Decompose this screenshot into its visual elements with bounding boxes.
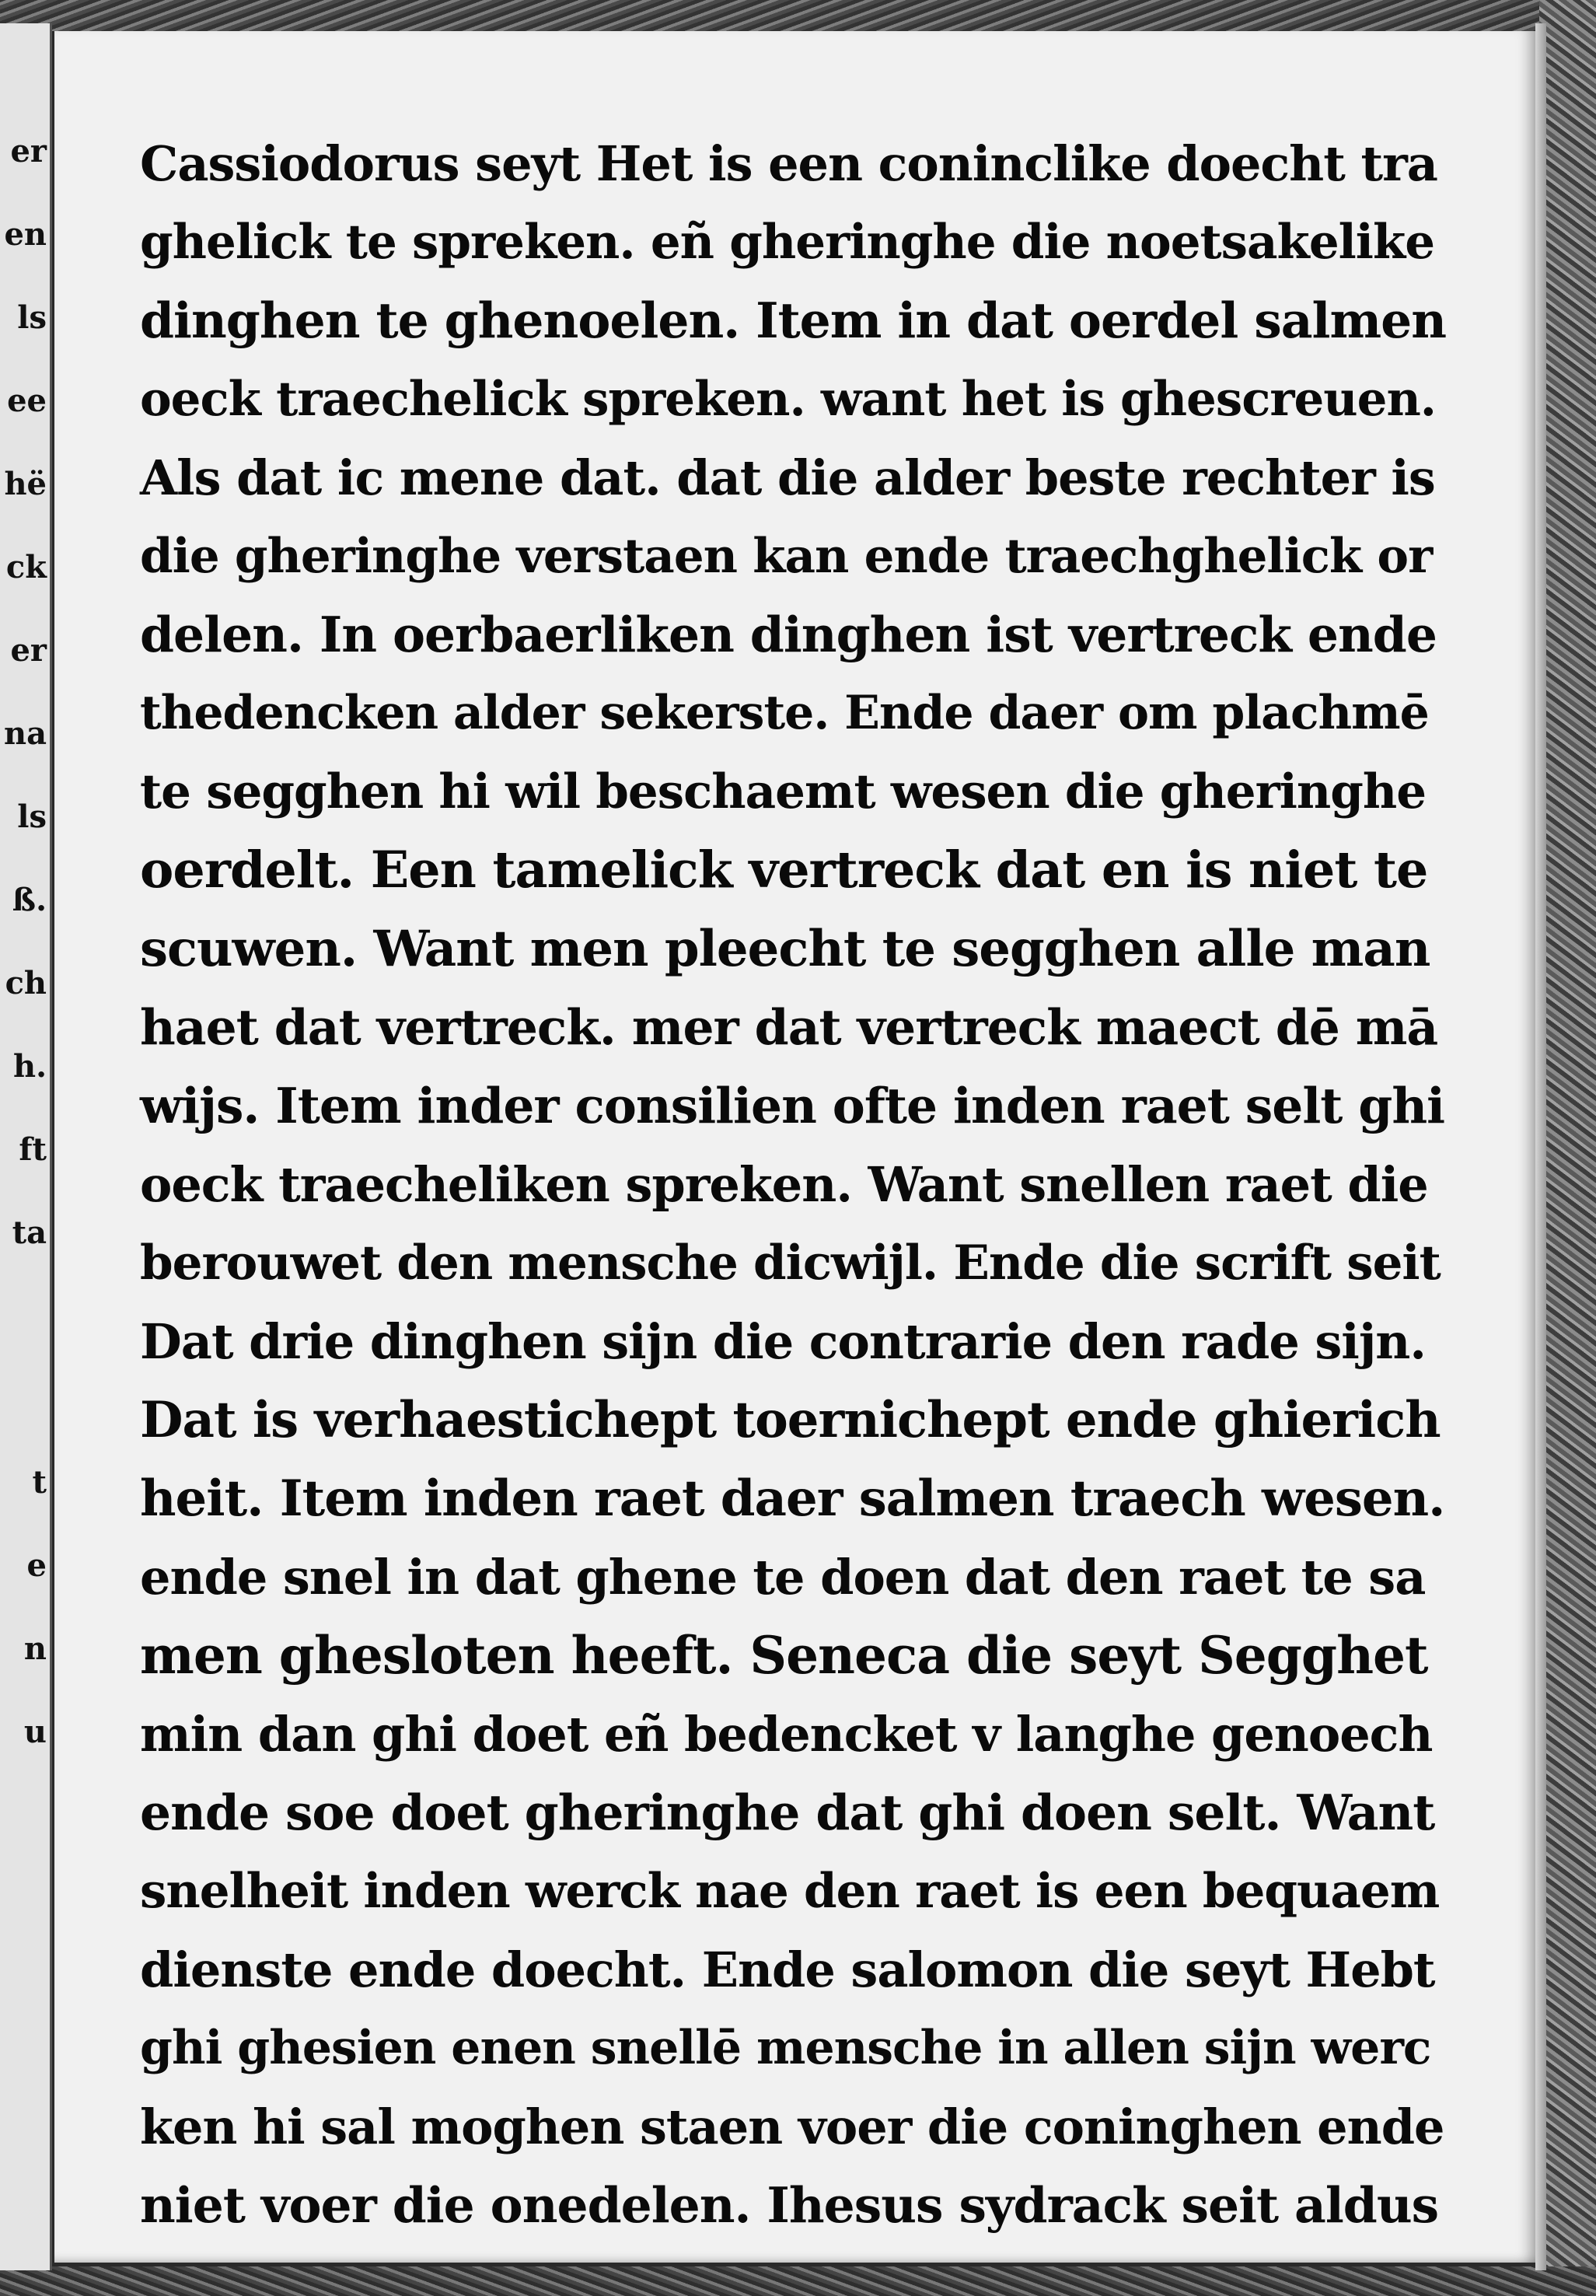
text-line: die gheringhe verstaen kan ende traechghelick or [140,529,1433,584]
facing-page-fragment: ft [19,1131,47,1168]
text-line: oerdelt. Een tamelick vertreck dat en is niet te [140,840,1428,900]
text-line: Als dat ic mene dat. dat die alder beste rechter is [140,449,1435,506]
text-line: ghi ghesien enen snellē mensche in allen sijn werc [140,2021,1431,2075]
facing-page-fragment: ß. [12,882,47,918]
page-edge-shadow [1535,23,1546,2270]
text-line: delen. In oerbaerliken dinghen ist vertreck ende [140,606,1437,663]
text-line: Dat is verhaestichept toernichept ende ghierich [140,1391,1441,1449]
facing-page-fragment: t [32,1464,47,1501]
text-line: niet voer die onedelen. Ihesus sydrack seit aldus [140,2176,1439,2234]
book-board-top [0,0,1596,31]
text-line: oeck traecheliken spreken. Want snellen raet die [140,1156,1428,1213]
text-line: ende snel in dat ghene te doen dat den raet te sa [140,1549,1426,1606]
facing-page-fragment: h. [12,1048,47,1085]
facing-page-fragment: hë [4,466,47,502]
facing-page-fragment: er [10,632,47,669]
text-line: ken hi sal moghen staen voer die coninghen ende [140,2099,1444,2155]
text-line: scuwen. Want men pleecht te segghen alle man [140,920,1430,978]
facing-page-fragment: ch [5,965,47,1001]
text-line: dienste ende doecht. Ende salomon die seyt Hebt [140,1941,1435,1998]
text-line: Dat drie dinghen sijn die contrarie den rade sijn. [140,1313,1426,1370]
facing-page-fragment: er [10,133,47,169]
text-line: Cassiodorus seyt Het is een coninclike doecht tra [140,135,1437,192]
facing-page-fragment: u [23,1714,47,1750]
facing-page-fragment: ee [7,383,47,419]
text-line: men ghesloten heeft. Seneca die seyt Segghet [140,1625,1428,1686]
text-line: oeck traechelick spreken. want het is ghescreuen. [140,372,1437,427]
text-line: heit. Item inden raet daer salmen traech wesen. [140,1470,1445,1528]
text-line: ende soe doet gheringhe dat ghi doen selt. Want [140,1784,1435,1841]
facing-page-fragment: ls [17,299,47,336]
facing-page-fragment: ck [5,549,47,585]
book-page [54,31,1535,2263]
text-line: thedencken alder sekerste. Ende daer om plachmē [140,686,1429,740]
text-line: snelheit inden werck nae den raet is een bequaem [140,1864,1440,1919]
facing-page-fragment: e [26,1547,47,1584]
text-line: min dan ghi doet eñ bedencket v langhe genoech [140,1706,1433,1763]
facing-page-fragment: na [4,715,47,752]
text-line: haet dat vertreck. mer dat vertreck maect dē mā [140,998,1438,1056]
facing-page-fragment: n [23,1630,47,1667]
facing-page-edge [0,23,52,2270]
facing-page-fragment: en [4,216,47,253]
marbled-board [1539,0,1596,2296]
body-text [140,124,1446,2245]
text-line: berouwet den mensche dicwijl. Ende die scrift seit [140,1235,1441,1291]
text-line: te segghen hi wil beschaemt wesen die gheringhe [140,764,1427,820]
book-board-bottom [0,2266,1596,2296]
text-line: wijs. Item inder consilien ofte inden raet selt ghi [140,1077,1445,1134]
text-line: ghelick te spreken. eñ gheringhe die noetsakelike [140,215,1435,270]
facing-page-fragment: ta [12,1214,47,1251]
facing-page-fragment: ls [17,799,47,835]
text-line: dinghen te ghenoelen. Item in dat oerdel salmen [140,292,1446,349]
